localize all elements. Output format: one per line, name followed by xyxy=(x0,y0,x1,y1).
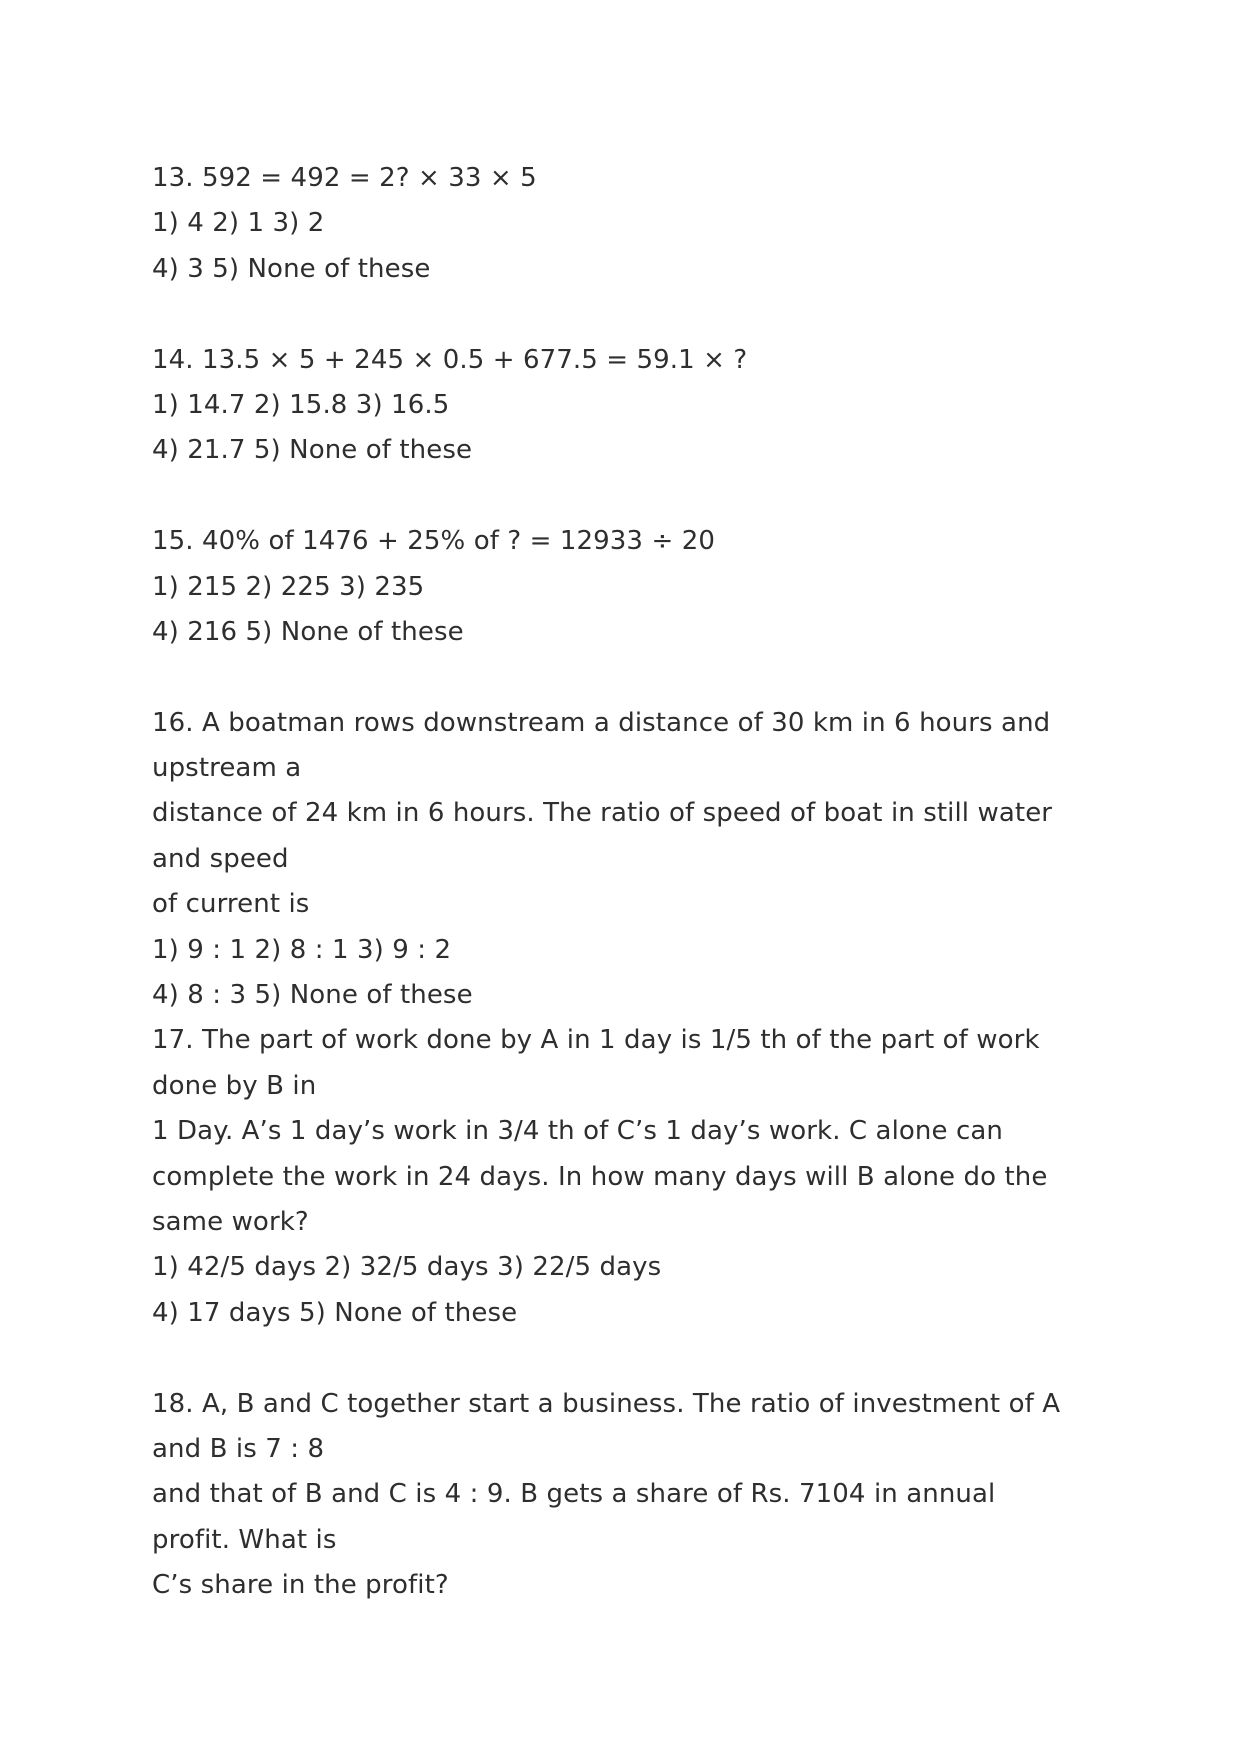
question-14-text: 14. 13.5 × 5 + 245 × 0.5 + 677.5 = 59.1 × ? xyxy=(152,344,748,375)
question-18-text-line-3: and that of B and C is 4 : 9. B gets a share of Rs. 7104 in annual xyxy=(152,1479,996,1510)
question-16-options-row-2: 4) 8 : 3 5) None of these xyxy=(152,980,473,1011)
question-18-text-line-2: and B is 7 : 8 xyxy=(152,1433,325,1464)
spacer xyxy=(152,474,1092,519)
question-17-text-line-3: 1 Day. A’s 1 day’s work in 3/4 th of C’s 1 day’s work. C alone can xyxy=(152,1116,1003,1147)
question-16-text-line-2: upstream a xyxy=(152,753,302,784)
question-18-text-line-4: profit. What is xyxy=(152,1524,337,1555)
question-13-options-row-1: 1) 4 2) 1 3) 2 xyxy=(152,208,325,239)
question-14-options-row-1: 1) 14.7 2) 15.8 3) 16.5 xyxy=(152,389,450,420)
document-body xyxy=(152,156,1092,1609)
question-13-text: 13. 592 = 492 = 2? × 33 × 5 xyxy=(152,163,537,193)
question-18-text-line-1: 18. A, B and C together start a business. The ratio of investment of A xyxy=(152,1388,1061,1419)
question-15-options-row-1: 1) 215 2) 225 3) 235 xyxy=(152,571,425,602)
spacer xyxy=(152,1336,1092,1381)
question-16-text-line-5: of current is xyxy=(152,889,310,920)
question-17-text-line-2: done by B in xyxy=(152,1070,317,1101)
question-17-text-line-5: same work? xyxy=(152,1206,309,1237)
question-14-options-row-2: 4) 21.7 5) None of these xyxy=(152,435,473,466)
question-17-options-row-1: 1) 42/5 days 2) 32/5 days 3) 22/5 days xyxy=(152,1252,662,1283)
question-16-text-line-3: distance of 24 km in 6 hours. The ratio of speed of boat in still water xyxy=(152,798,1053,829)
question-17-text-line-1: 17. The part of work done by A in 1 day is 1/5 th of the part of work xyxy=(152,1025,1040,1056)
question-16-options-row-1: 1) 9 : 1 2) 8 : 1 3) 9 : 2 xyxy=(152,934,452,965)
spacer xyxy=(152,292,1092,337)
question-17-options-row-2: 4) 17 days 5) None of these xyxy=(152,1297,518,1328)
question-15-text: 15. 40% of 1476 + 25% of ? = 12933 ÷ 20 xyxy=(152,526,715,557)
question-16-text-line-4: and speed xyxy=(152,843,289,874)
question-15-options-row-2: 4) 216 5) None of these xyxy=(152,616,464,647)
question-17-text-line-4: complete the work in 24 days. In how many days will B alone do the xyxy=(152,1161,1048,1192)
question-16-text-line-1: 16. A boatman rows downstream a distance of 30 km in 6 hours and xyxy=(152,707,1051,738)
spacer xyxy=(152,655,1092,700)
question-18-text-line-5: C’s share in the profit? xyxy=(152,1570,449,1601)
question-13-options-row-2: 4) 3 5) None of these xyxy=(152,253,431,284)
